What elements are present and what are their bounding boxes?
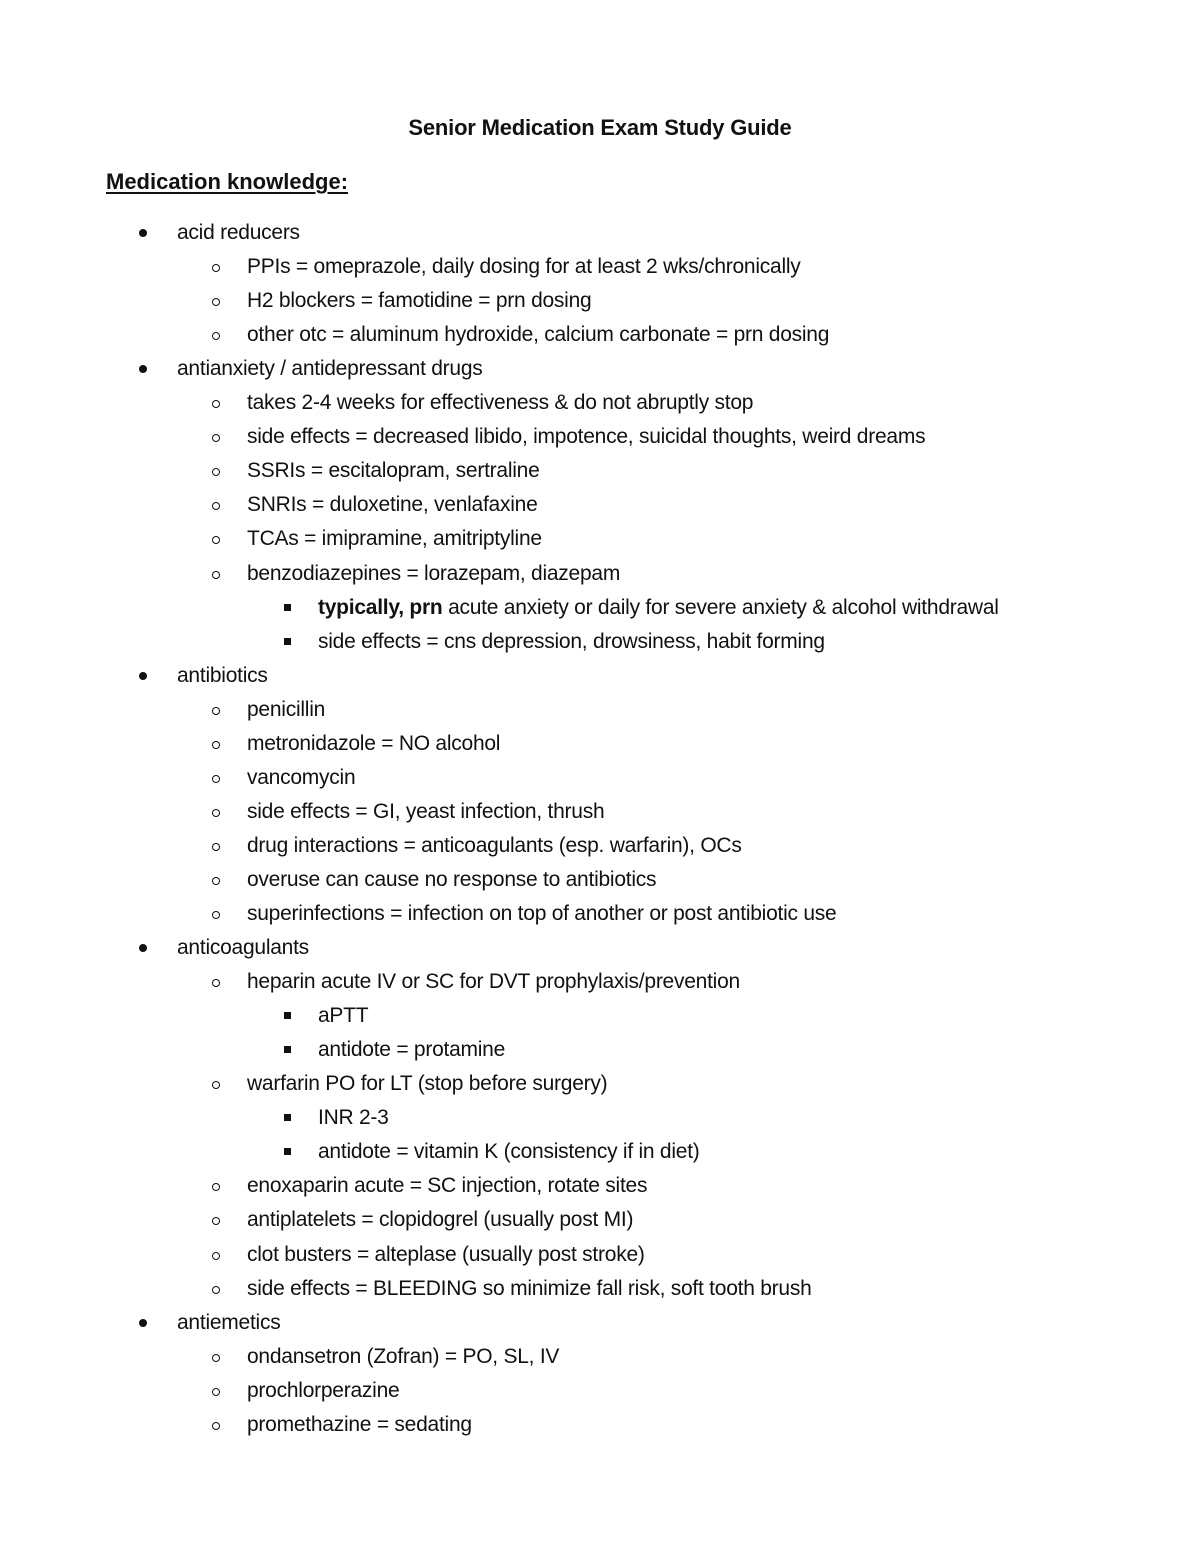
- list-item-level-2: [0, 1274, 1200, 1304]
- list-item-text: warfarin PO for LT (stop before surgery): [247, 1072, 608, 1095]
- list-item-text: TCAs = imipramine, amitriptyline: [247, 527, 542, 550]
- list-item-text: H2 blockers = famotidine = prn dosing: [247, 289, 592, 312]
- list-item-text: side effects = decreased libido, impotence, suicidal thoughts, weird dreams: [247, 425, 926, 448]
- list-item-text: antianxiety / antidepressant drugs: [177, 357, 483, 380]
- list-item-level-1: [0, 354, 1200, 384]
- list-item-level-1: [0, 1308, 1200, 1338]
- section-heading: Medication knowledge:: [106, 169, 349, 194]
- list-item-level-2: [0, 729, 1200, 759]
- list-item-text: antibiotics: [177, 664, 268, 687]
- list-item-text: acid reducers: [177, 221, 300, 244]
- list-item-text: other otc = aluminum hydroxide, calcium carbonate = prn dosing: [247, 323, 830, 346]
- list-item-text: PPIs = omeprazole, daily dosing for at least 2 wks/chronically: [247, 255, 801, 278]
- list-item-level-2: [0, 967, 1200, 997]
- list-item-text: superinfections = infection on top of another or post antibiotic use: [247, 902, 837, 925]
- list-item-text: antidote = protamine: [318, 1038, 506, 1061]
- list-item-level-3: [0, 1001, 1200, 1031]
- list-item-text: takes 2-4 weeks for effectiveness & do not abruptly stop: [247, 391, 754, 414]
- list-item-level-3: [0, 627, 1200, 657]
- list-item-level-2: [0, 797, 1200, 827]
- list-item-text: antidote = vitamin K (consistency if in diet): [318, 1140, 700, 1163]
- list-item-text: anticoagulants: [177, 936, 309, 959]
- list-item-text: side effects = cns depression, drowsiness, habit forming: [318, 630, 825, 653]
- list-item-level-2: [0, 524, 1200, 554]
- list-item-level-2: [0, 456, 1200, 486]
- list-item-text: enoxaparin acute = SC injection, rotate sites: [247, 1174, 648, 1197]
- list-item-text: vancomycin: [247, 766, 356, 789]
- list-item-level-2: [0, 1410, 1200, 1440]
- list-item-level-2: [0, 1205, 1200, 1235]
- list-item-level-2: [0, 490, 1200, 520]
- bold-emphasis: typically, prn: [318, 596, 443, 619]
- list-item-text: side effects = BLEEDING so minimize fall risk, soft tooth brush: [247, 1277, 812, 1300]
- list-item-level-2: [0, 865, 1200, 895]
- list-item-level-2: [0, 1342, 1200, 1372]
- list-item-level-2: [0, 1171, 1200, 1201]
- list-item-level-2: [0, 1376, 1200, 1406]
- list-item-level-2: [0, 422, 1200, 452]
- list-item-level-2: [0, 388, 1200, 418]
- list-item-text: ondansetron (Zofran) = PO, SL, IV: [247, 1345, 560, 1368]
- list-item-level-1: [0, 661, 1200, 691]
- list-item-text-rest: acute anxiety or daily for severe anxiety & alcohol withdrawal: [442, 596, 999, 619]
- list-item-text: [318, 593, 999, 623]
- list-item-text: metronidazole = NO alcohol: [247, 732, 501, 755]
- list-item-level-1: [0, 933, 1200, 963]
- list-item-text: side effects = GI, yeast infection, thrush: [247, 800, 605, 823]
- list-item-text: drug interactions = anticoagulants (esp. warfarin), OCs: [247, 834, 742, 857]
- list-item-text: SSRIs = escitalopram, sertraline: [247, 459, 540, 482]
- list-item-level-2: [0, 1069, 1200, 1099]
- list-item-level-1: [0, 218, 1200, 248]
- page-title: Senior Medication Exam Study Guide: [408, 115, 792, 140]
- list-item-level-2: [0, 320, 1200, 350]
- list-item-level-2: [0, 831, 1200, 861]
- list-item-level-3: [0, 1035, 1200, 1065]
- list-item-level-2: [0, 559, 1200, 589]
- list-item-text: aPTT: [318, 1004, 369, 1027]
- list-item-text: antiemetics: [177, 1311, 281, 1334]
- list-item-text: SNRIs = duloxetine, venlafaxine: [247, 493, 538, 516]
- list-item-level-3: [0, 1137, 1200, 1167]
- list-item-text: INR 2-3: [318, 1106, 389, 1129]
- list-item-level-2: [0, 763, 1200, 793]
- list-item-text: prochlorperazine: [247, 1379, 400, 1402]
- list-item-text: promethazine = sedating: [247, 1413, 472, 1436]
- list-item-text: heparin acute IV or SC for DVT prophylaxis/prevention: [247, 970, 740, 993]
- list-item-level-2: [0, 695, 1200, 725]
- list-item-text: benzodiazepines = lorazepam, diazepam: [247, 562, 621, 585]
- list-item-level-2: [0, 286, 1200, 316]
- list-item-level-2: [0, 899, 1200, 929]
- list-item-level-2: [0, 1240, 1200, 1270]
- list-item-level-3: [0, 593, 1200, 623]
- list-item-level-3: [0, 1103, 1200, 1133]
- list-item-text: penicillin: [247, 698, 326, 721]
- list-item-text: overuse can cause no response to antibiotics: [247, 868, 657, 891]
- list-item-level-2: [0, 252, 1200, 282]
- list-item-text: antiplatelets = clopidogrel (usually post MI): [247, 1208, 634, 1231]
- list-item-text: clot busters = alteplase (usually post stroke): [247, 1243, 645, 1266]
